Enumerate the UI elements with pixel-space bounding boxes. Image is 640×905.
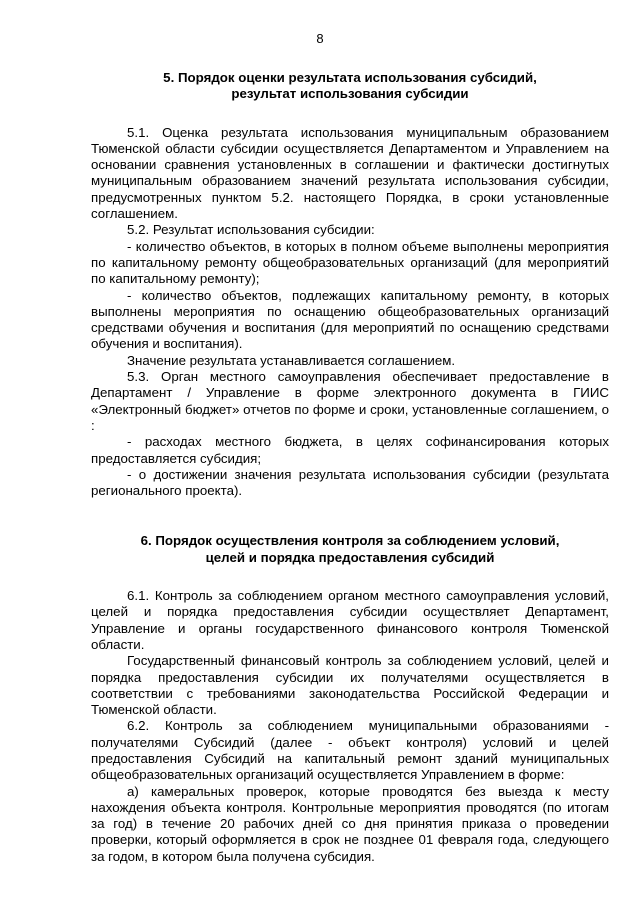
paragraph-6-2: 6.2. Контроль за соблюдением муниципальными образованиями - получателями Субсидий (далее - объект контроля) условий и целей предоставления Субсидий на капитальный ремонт зданий муниципальных общеобразовательных организаций осуществляется Управлением в форме:	[91, 718, 609, 783]
section-5-heading-line-2: результат использования субсидии	[231, 86, 469, 102]
section-6-heading-line-2: целей и порядка предоставления субсидий	[205, 549, 495, 565]
paragraph-5-3-item-1: - расходах местного бюджета, в целях софинансирования которых предоставляется субсидия;	[91, 434, 609, 466]
paragraph-5-2-note: Значение результата устанавливается соглашением.	[127, 352, 456, 368]
section-5-heading-line-1: 5. Порядок оценки результата использования субсидий,	[163, 70, 537, 85]
paragraph-5-1: 5.1. Оценка результата использования муниципальным образованием Тюменской области субсидии осуществляется Департаментом и Управлением на основании сравнения установленных в соглашении и фактически достигнутых муниципальным образованием значений результата использования субсидии, предусмотренных пунктом 5.2. настоящего Порядка, в сроки установленные соглашением.	[91, 124, 609, 222]
section-5-heading	[91, 70, 609, 103]
paragraph-6-2-item-a: а) камеральных проверок, которые проводятся без выезда к месту нахождения объекта контроля. Контрольные мероприятия проводятся (по итогам за год) в течение 20 рабочих дней со дня принятия приказа о проведении проверки, который оформляется в срок не позднее 01 февраля года, следующего за годом, в котором была получена субсидия.	[91, 783, 609, 864]
section-6-heading-line-1: 6. Порядок осуществления контроля за соблюдением условий,	[140, 533, 560, 549]
paragraph-5-3: 5.3. Орган местного самоуправления обеспечивает предоставление в Департамент / Управление в форме электронного документа в ГИИС «Электронный бюджет» отчетов по форме и сроки, установленные соглашением, о :	[91, 369, 609, 433]
page-number: 8	[316, 31, 324, 46]
paragraph-6-1: 6.1. Контроль за соблюдением органом местного самоуправления условий, целей и порядка предоставления субсидии осуществляет Департамент, Управление и органы государственного финансового контроля Тюменской области.	[91, 588, 609, 652]
paragraph-5-3-item-2: - о достижении значения результата использования субсидии (результата регионального проекта).	[91, 466, 609, 499]
document-body	[91, 70, 609, 865]
paragraph-6-1-financial-control: Государственный финансовый контроль за соблюдением условий, целей и порядка предоставления субсидии их получателями осуществляется в соответствии с требованиями законодательства Российской Федерации и Тюменской области.	[91, 653, 609, 718]
paragraph-5-2-item-2: - количество объектов, подлежащих капитальному ремонту, в которых выполнены мероприятия по оснащению общеобразовательных организаций средствами обучения и воспитания (для мероприятий по оснащению средствами обучения и воспитания).	[91, 287, 609, 352]
paragraph-5-2: 5.2. Результат использования субсидии:	[127, 222, 375, 238]
section-6-heading	[91, 533, 609, 566]
paragraph-5-2-item-1: - количество объектов, в которых в полном объеме выполнены мероприятия по капитальному ремонту общеобразовательных организаций (для мероприятий по капитальному ремонту);	[91, 238, 609, 287]
